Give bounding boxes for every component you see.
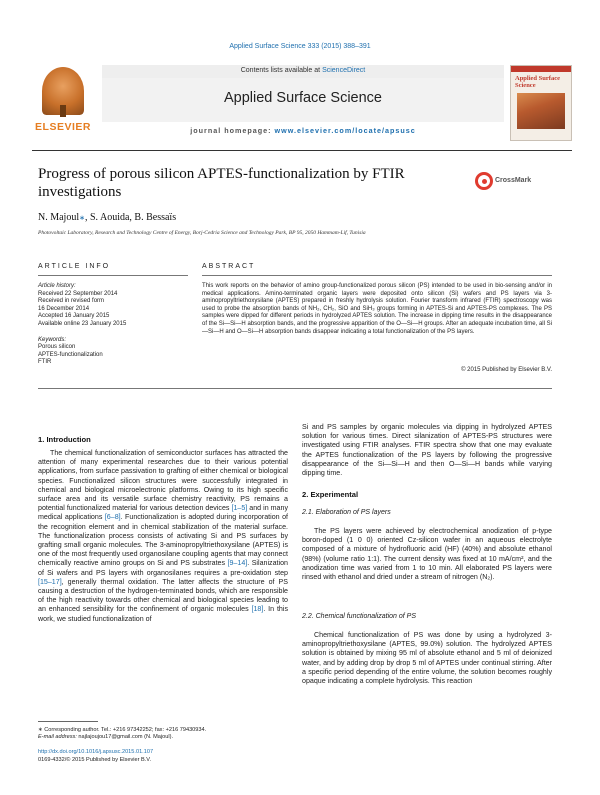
article-info: [38, 283, 178, 367]
doi-link[interactable]: http://dx.doi.org/10.1016/j.apsusc.2015.01.107: [38, 749, 154, 755]
history-item: Received in revised form: [38, 298, 105, 305]
abstract-text: This work reports on the behavior of amino group-functionalized porous silicon (PS) intended to be used in bio-sensing and/or in medical applications. Amino-terminated organic layers were deposited onto silicon (Si) wafers and PS layers via 3-aminopropyltriethoxysilane (APTES) prepared in freshly hydrolysis solution. Fourier transform infrared (FTIR) spectroscopy was used to probe the absorption bands of NH₂, CH₂, SiO and SiH₃ groups forming in APTES-Si and APTES-PS complexes. The PS samples were dipped for different periods in hydrolyzed APTES solution. The increase in dipping time results in the disappearance of the Si—Si—H absorption bands, and the progressive apparition of the O—Si—H groups. After an adequate incubation time, all Si—Si—H and O—Si—H absorption bands disappear indicating a total functionalization of the PS layers.: [202, 283, 552, 335]
introduction-heading: 1. Introduction: [38, 435, 91, 444]
intro-paragraph: The chemical functionalization of semiconductor surfaces has attracted the attention of many experimental researches due to their various potential applications, from surface passivation to grafting of either chemical or biological species. Functionalized silicon structures were successfully integrated in chemical and biological microelectronic platforms. Owing to its high specific surface area and its versatile surface chemistry reactivity, PS remains a potential functionalized material for various detection devices [1–5] and in many medical applications [6–8]. Functionalization is adopted during incorporation of the recognition element and in chemical stabilization of the material surface. The functionalization process consists of activating Si and PS surfaces by grafting small organic molecules. The 3-aminopropyltriethoxysilane (APTES) is one of the most frequently used organosilane coupling agents that may connect chemically reactive amino groups on Si and PS substrates [9–14]. Silanization of Si wafers and PS layers with organosilanes requires a pre-oxidation step [15–17], generally thermal oxidation. The latter affects the structure of PS causing a destruction of the hydrogen-terminated bonds, which are responsible of the high reactivity towards other chemical and biological species leading to an enhanced sensibility for the confinement of organic molecules [18]. In this work, we studied functionalization of: [38, 449, 288, 623]
keyword: APTES-functionalization: [38, 351, 103, 358]
subsection-heading: 2.2. Chemical functionalization of PS: [302, 613, 417, 620]
history-item: Available online 23 January 2015: [38, 320, 127, 327]
journal-header: [32, 65, 572, 145]
corresponding-author-footnote: ∗ Corresponding author. Tel.: +216 97342252; fax: +216 79430934. E-mail address: najlajoujou17@gmail.com (N. Majoul).: [38, 727, 207, 740]
keyword: FTIR: [38, 359, 52, 366]
article-info-label: ARTICLE INFO: [38, 263, 111, 270]
experimental-heading: 2. Experimental: [302, 490, 359, 499]
subsection-heading: 2.1. Elaboration of PS layers: [302, 509, 391, 516]
cover-title: Applied Surface Science: [515, 75, 560, 89]
homepage-link[interactable]: www.elsevier.com/locate/apsusc: [274, 126, 416, 135]
email-link[interactable]: najlajoujou17@gmail.com (N. Majoul).: [76, 734, 174, 740]
header-center: [102, 65, 504, 139]
page-footer: [38, 748, 288, 764]
keyword: Porous silicon: [38, 344, 76, 351]
corresponding-author-mark[interactable]: ∗: [79, 214, 85, 222]
journal-cover-thumbnail: [510, 65, 572, 141]
author-list: N. Majoul∗, S. Aouida, B. Bessaïs: [38, 212, 177, 223]
history-item: Accepted 16 January 2015: [38, 313, 110, 320]
journal-homepage: journal homepage: www.elsevier.com/locate/apsusc: [190, 126, 416, 135]
citation-link[interactable]: [9–14]: [227, 559, 248, 568]
elsevier-logo: [32, 65, 94, 137]
sciencedirect-link[interactable]: ScienceDirect: [322, 67, 366, 74]
article-title: Progress of porous silicon APTES-functionalization by FTIR investigations: [38, 166, 405, 200]
history-heading: Article history:: [38, 283, 76, 289]
cover-image: [517, 93, 565, 129]
citation-link[interactable]: [18]: [251, 605, 264, 614]
left-column: [38, 449, 288, 624]
issn-line: 0169-4332/© 2015 Published by Elsevier B.V.: [38, 757, 152, 763]
journal-reference[interactable]: Applied Surface Science 333 (2015) 388–391: [229, 43, 371, 50]
history-item: Received 22 September 2014: [38, 290, 118, 297]
citation-link[interactable]: [1–5]: [231, 504, 248, 513]
citation-link[interactable]: [15–17]: [38, 577, 62, 586]
publisher-logo-text: ELSEVIER: [35, 121, 91, 133]
copyright-line: © 2015 Published by Elsevier B.V.: [461, 367, 552, 373]
right-column-top: [302, 423, 552, 483]
history-item: 16 December 2014: [38, 305, 90, 312]
author-name: N. Majoul: [38, 212, 80, 223]
header-rule: [32, 150, 572, 151]
affiliation: Photovoltaic Laboratory, Research and Technology Centre of Energy, Borj-Cedria Science and Technology Park, BP 95, 2050 Hammam-Lif, Tunisia: [38, 230, 366, 236]
contents-bar: Contents lists available at ScienceDirect: [102, 65, 504, 78]
crossmark-icon: [475, 172, 493, 190]
intro-continuation: Si and PS samples by organic molecules via dipping in hydrolyzed APTES solution for various times. Direct silanization of APTES-PS structures were investigated using FTIR analyses. FTIR spectra show that one may evaluate the APTES functionalization of the PS layers by following the progressive disappearance of the Si—Si—H and then O—Si—H bands while varying dipping time.: [302, 423, 552, 478]
keywords-heading: Keywords:: [38, 336, 67, 343]
crossmark-badge[interactable]: CrossMark: [475, 172, 545, 192]
section-2-1-text: The PS layers were achieved by electrochemical anodization of p-type boron-doped (1 0 0) oriented Cz-silicon wafer in an aqueous electrolyte composed of a mixture of hydrofluoric acid (HF) (40%) and absolute ethanol (98%) (volume ratio 1:1). The current density was fixed at 10 mA/cm², and the anodization time was varied from 1 to 10 min. All elaborated PS layers were rinsed with ethanol and dried under a stream of nitrogen (N₂).: [302, 527, 552, 582]
section-2-2-text: Chemical functionalization of PS was done by using a hydrolyzed 3-aminopropyltriethoxysilane (APTES, 99.0%) solution. The hydrolyzed APTES solution is obtained by mixing 95 ml of absolute ethanol and 5 ml of deionized water, and by adding drop by drop 5 ml of APTES under continual stirring. After a specific period depending of the entire volume, the solution becomes roughly opaque indicating a complete hydrolysis. This reaction: [302, 631, 552, 686]
journal-title: Applied Surface Science: [224, 90, 382, 106]
abstract-label: ABSTRACT: [202, 263, 256, 270]
citation-link[interactable]: [6–8]: [104, 513, 121, 522]
